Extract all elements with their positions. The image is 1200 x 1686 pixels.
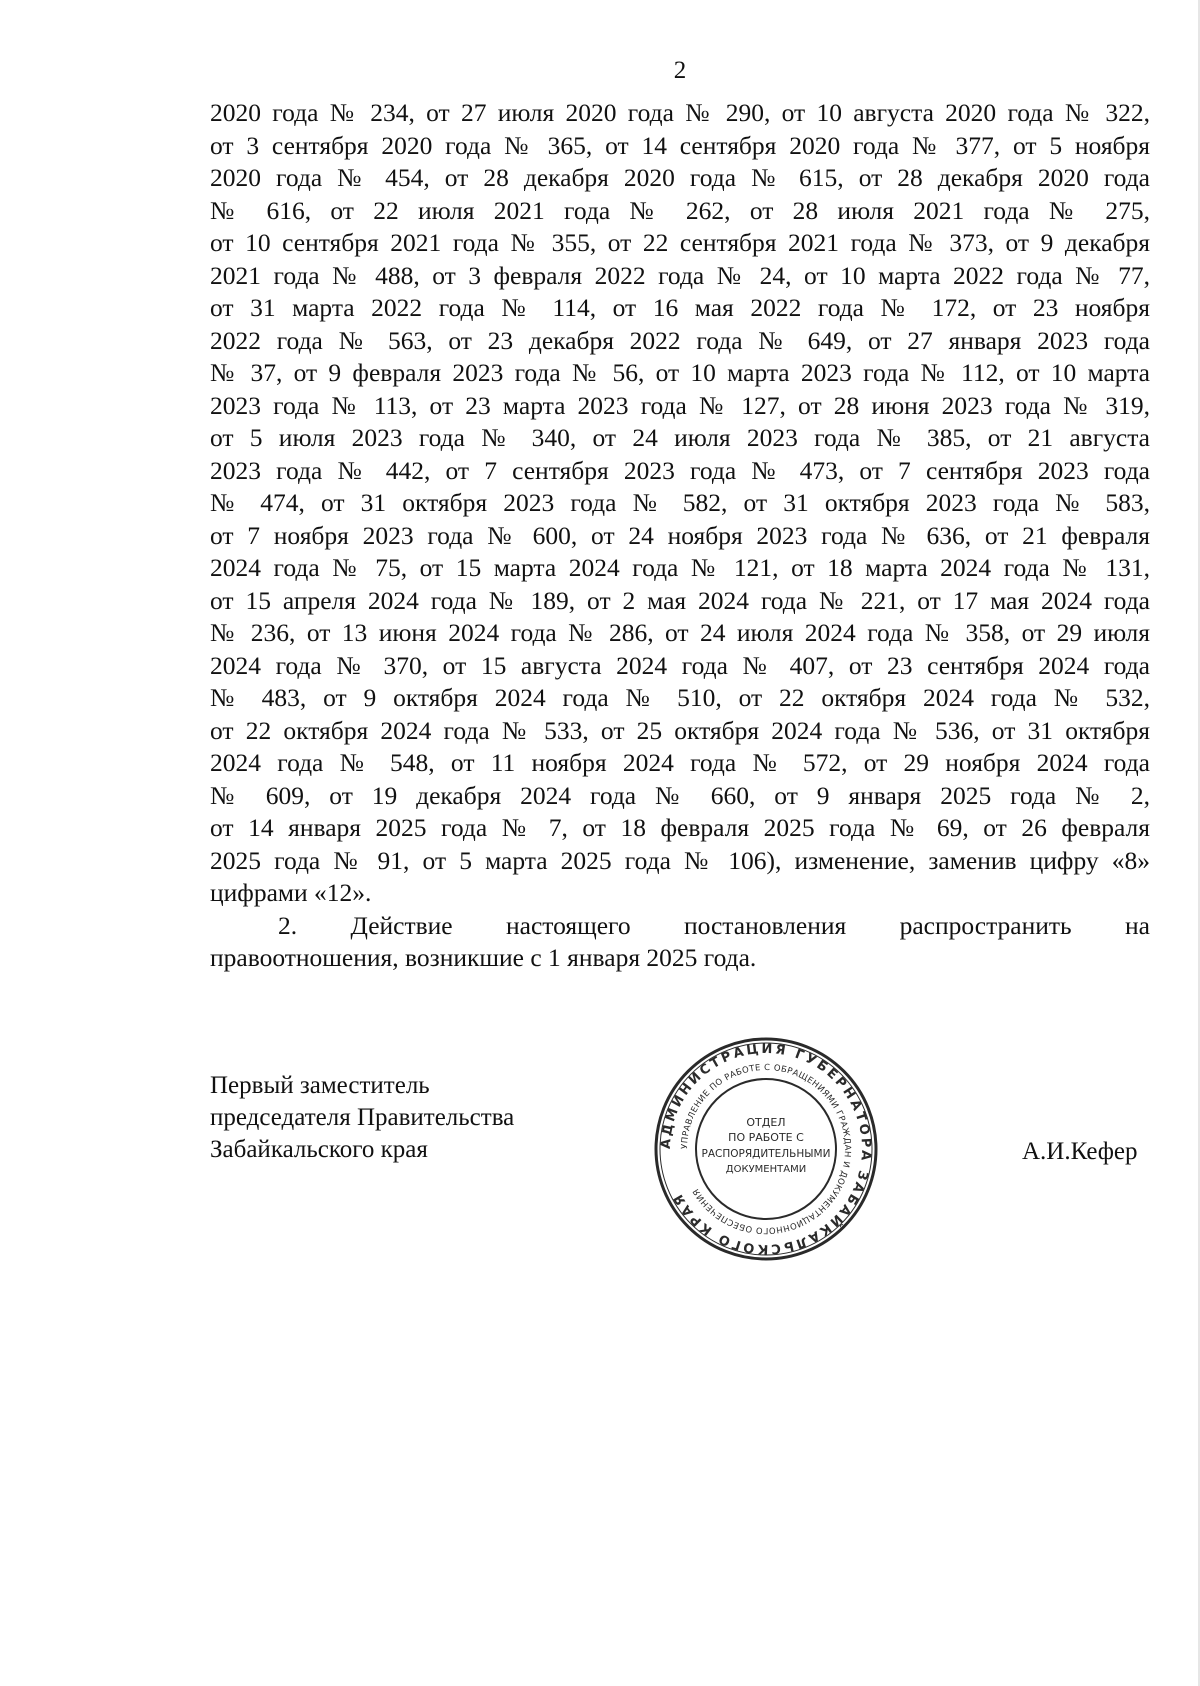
text-line: 2025 года № 91, от 5 марта 2025 года № 106), изменение, заменив цифру «8» <box>210 845 1150 875</box>
stamp-center-line: ПО РАБОТЕ С <box>728 1131 804 1144</box>
text-line: от 3 сентября 2020 года № 365, от 14 сентября 2020 года № 377, от 5 ноября <box>210 130 1150 160</box>
text-line: от 14 января 2025 года № 7, от 18 февраля 2025 года № 69, от 26 февраля <box>210 813 1150 842</box>
text-line: 2022 года № 563, от 23 декабря 2022 года № 649, от 27 января 2023 года <box>210 325 1150 355</box>
text-line: от 22 октября 2024 года № 533, от 25 октября 2024 года № 536, от 31 октября <box>210 715 1150 745</box>
text-line: 2020 года № 234, от 27 июля 2020 года № 290, от 10 августа 2020 года № 322, <box>210 98 1150 127</box>
text-line: № 616, от 22 июля 2021 года № 262, от 28 июля 2021 года № 275, <box>210 195 1150 225</box>
text-line: 2023 года № 442, от 7 сентября 2023 года № 473, от 7 сентября 2023 года <box>210 455 1150 485</box>
text-line: цифрами «12». <box>210 878 372 907</box>
text-line: от 5 июля 2023 года № 340, от 24 июля 2023 года № 385, от 21 августа <box>210 423 1150 452</box>
stamp-inner-ring-text: УПРАВЛЕНИЕ ПО РАБОТЕ С ОБРАЩЕНИЯМИ ГРАЖДАН И ДОКУМЕНТАЦИОННОГО ОБЕСПЕЧЕНИЯ <box>679 1062 853 1236</box>
stamp-center-text <box>702 1116 831 1175</box>
page-number: 2 <box>673 57 687 84</box>
signatory-position-line: председателя Правительства <box>210 1104 515 1131</box>
stamp-outer-ring-text: АДМИНИСТРАЦИЯ ГУБЕРНАТОРА ЗАБАЙКАЛЬСКОГО КРАЯ <box>658 1041 874 1257</box>
signatory-name: А.И.Кефер <box>1022 1138 1138 1165</box>
text-line: от 7 ноября 2023 года № 600, от 24 ноября 2023 года № 636, от 21 февраля <box>210 520 1150 550</box>
paragraph-effective-date <box>210 910 1150 975</box>
text-line: № 236, от 13 июня 2024 года № 286, от 24 июля 2024 года № 358, от 29 июля <box>210 618 1150 647</box>
document-body <box>210 97 1150 975</box>
text-line: № 474, от 31 октября 2023 года № 582, от 31 октября 2023 года № 583, <box>210 488 1150 517</box>
text-line: от 31 марта 2022 года № 114, от 16 мая 2022 года № 172, от 23 ноября <box>210 293 1150 322</box>
stamp-center-line: ДОКУМЕНТАМИ <box>725 1164 807 1175</box>
paragraph-amendment-list <box>210 97 1150 910</box>
text-line: 2023 года № 113, от 23 марта 2023 года № 127, от 28 июня 2023 года № 319, <box>210 390 1150 420</box>
text-line: 2021 года № 488, от 3 февраля 2022 года № 24, от 10 марта 2022 года № 77, <box>210 260 1150 290</box>
text-line: 2024 года № 548, от 11 ноября 2024 года № 572, от 29 ноября 2024 года <box>210 748 1150 777</box>
signatory-position <box>210 1070 514 1166</box>
stamp-center-line: РАСПОРЯДИТЕЛЬНЫМИ <box>701 1148 831 1160</box>
text-line: № 483, от 9 октября 2024 года № 510, от 22 октября 2024 года № 532, <box>210 683 1150 712</box>
stamp-center-line: ОТДЕЛ <box>746 1116 786 1129</box>
signatory-position-line: Первый заместитель <box>210 1072 430 1099</box>
text-line: № 37, от 9 февраля 2023 года № 56, от 10 марта 2023 года № 112, от 10 марта <box>210 358 1150 387</box>
official-stamp <box>653 1036 879 1262</box>
signatory-position-line: Забайкальского края <box>210 1136 428 1163</box>
text-line: 2024 года № 370, от 15 августа 2024 года № 407, от 23 сентября 2024 года <box>210 650 1150 680</box>
text-line: 2. Действие настоящего постановления распространить на <box>278 910 1150 940</box>
text-line: от 10 сентября 2021 года № 355, от 22 сентября 2021 года № 373, от 9 декабря <box>210 228 1150 257</box>
text-line: правоотношения, возникшие с 1 января 2025 года. <box>210 943 757 972</box>
text-line: от 15 апреля 2024 года № 189, от 2 мая 2024 года № 221, от 17 мая 2024 года <box>210 585 1150 615</box>
text-line: № 609, от 19 декабря 2024 года № 660, от 9 января 2025 года № 2, <box>210 780 1150 810</box>
text-line: 2024 года № 75, от 15 марта 2024 года № 121, от 18 марта 2024 года № 131, <box>210 553 1150 582</box>
text-line: 2020 года № 454, от 28 декабря 2020 года № 615, от 28 декабря 2020 года <box>210 163 1150 192</box>
